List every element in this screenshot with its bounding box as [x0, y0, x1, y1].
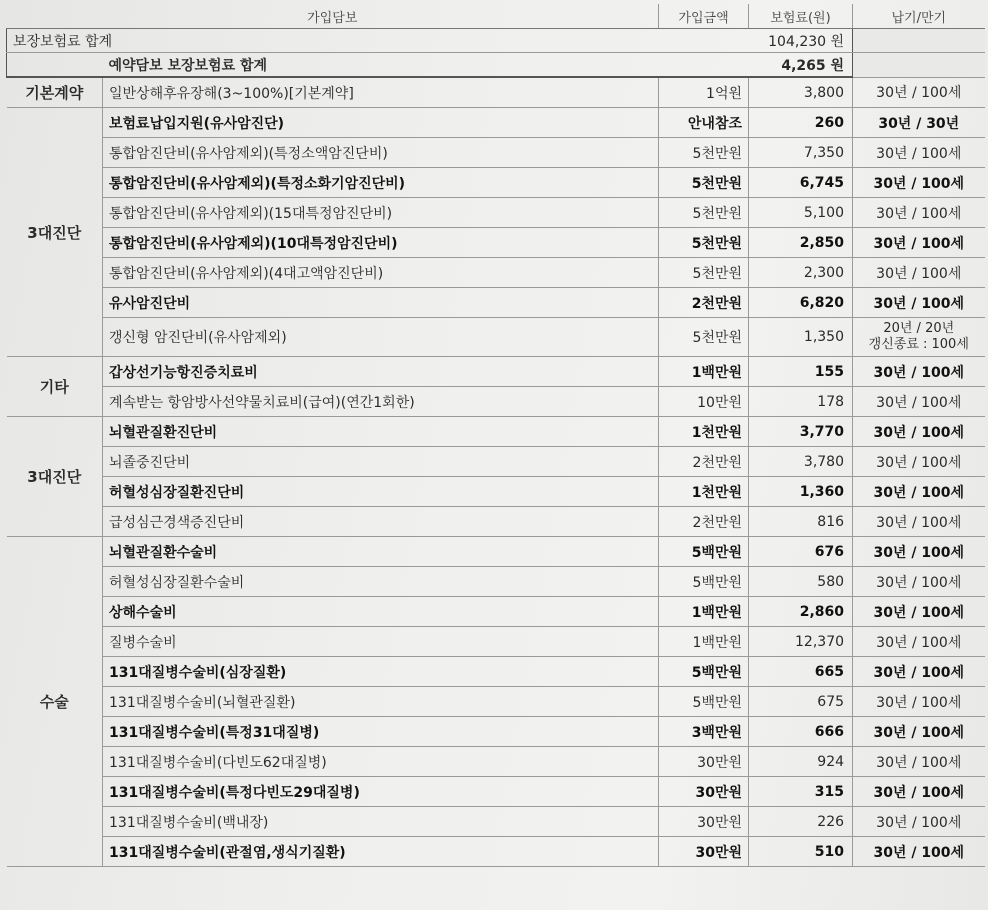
renewal-end-line: 갱신종료 : 100세	[868, 337, 969, 352]
premium-value: 510	[749, 837, 853, 867]
coverage-amount: 1백만원	[659, 597, 749, 627]
premium-value: 580	[749, 567, 853, 597]
payment-term: 30년 / 100세	[853, 288, 985, 318]
payment-term: 30년 / 100세	[853, 357, 985, 387]
coverage-amount: 5천만원	[659, 198, 749, 228]
payment-term-line: 20년 / 20년	[883, 321, 955, 336]
category-cell: 기타	[7, 357, 103, 417]
coverage-amount: 5천만원	[659, 228, 749, 258]
payment-term: 30년 / 100세	[853, 477, 985, 507]
coverage-amount: 5백만원	[659, 567, 749, 597]
payment-term: 30년 / 100세	[853, 228, 985, 258]
coverage-name: 통합암진단비(유사암제외)(15대특정암진단비)	[103, 198, 659, 228]
coverage-name: 통합암진단비(유사암제외)(특정소액암진단비)	[103, 138, 659, 168]
coverage-amount: 안내참조	[659, 108, 749, 138]
table-header-row	[7, 4, 985, 29]
payment-term: 30년 / 100세	[853, 198, 985, 228]
coverage-amount: 10만원	[659, 387, 749, 417]
coverage-name: 뇌혈관질환수술비	[103, 537, 659, 567]
table-row	[7, 567, 985, 597]
coverage-amount: 1억원	[659, 77, 749, 108]
table-row	[7, 747, 985, 777]
payment-term: 30년 / 100세	[853, 687, 985, 717]
coverage-name: 상해수술비	[103, 597, 659, 627]
coverage-name: 131대질병수술비(뇌혈관질환)	[103, 687, 659, 717]
premium-value: 260	[749, 108, 853, 138]
payment-term	[853, 318, 985, 357]
premium-value: 178	[749, 387, 853, 417]
reserved-total-label: 예약담보 보장보험료 합계	[103, 53, 659, 78]
table-row	[7, 168, 985, 198]
coverage-name: 갱신형 암진단비(유사암제외)	[103, 318, 659, 357]
coverage-amount: 2천만원	[659, 447, 749, 477]
total-label: 보장보험료 합계	[7, 29, 659, 53]
premium-value: 226	[749, 807, 853, 837]
reserved-total-value: 4,265 원	[659, 53, 853, 78]
payment-term: 30년 / 100세	[853, 387, 985, 417]
coverage-amount: 2천만원	[659, 507, 749, 537]
coverage-table	[6, 4, 985, 867]
coverage-name: 131대질병수술비(심장질환)	[103, 657, 659, 687]
payment-term: 30년 / 100세	[853, 537, 985, 567]
category-cell: 3대진단	[7, 108, 103, 357]
coverage-name: 유사암진단비	[103, 288, 659, 318]
table-row	[7, 357, 985, 387]
payment-term: 30년 / 100세	[853, 168, 985, 198]
coverage-name: 허혈성심장질환수술비	[103, 567, 659, 597]
table-row	[7, 447, 985, 477]
coverage-name: 131대질병수술비(관절염,생식기질환)	[103, 837, 659, 867]
premium-value: 2,850	[749, 228, 853, 258]
payment-term: 30년 / 100세	[853, 657, 985, 687]
coverage-name: 통합암진단비(유사암제외)(4대고액암진단비)	[103, 258, 659, 288]
premium-value: 2,860	[749, 597, 853, 627]
coverage-name: 131대질병수술비(다빈도62대질병)	[103, 747, 659, 777]
coverage-name: 갑상선기능항진증치료비	[103, 357, 659, 387]
coverage-amount: 5천만원	[659, 318, 749, 357]
coverage-amount: 1백만원	[659, 357, 749, 387]
coverage-name: 131대질병수술비(특정31대질병)	[103, 717, 659, 747]
table-row	[7, 417, 985, 447]
header-premium: 보험료(원)	[749, 4, 853, 29]
table-row	[7, 627, 985, 657]
category-cell: 수술	[7, 537, 103, 867]
reserved-total-row	[7, 53, 985, 78]
table-row	[7, 228, 985, 258]
payment-term: 30년 / 100세	[853, 597, 985, 627]
payment-term: 30년 / 100세	[853, 807, 985, 837]
premium-value: 5,100	[749, 198, 853, 228]
coverage-amount: 5백만원	[659, 687, 749, 717]
payment-term: 30년 / 100세	[853, 777, 985, 807]
coverage-name: 뇌혈관질환진단비	[103, 417, 659, 447]
payment-term: 30년 / 100세	[853, 77, 985, 108]
premium-value: 675	[749, 687, 853, 717]
table-row	[7, 138, 985, 168]
table-row	[7, 597, 985, 627]
premium-value: 1,350	[749, 318, 853, 357]
table-row	[7, 198, 985, 228]
coverage-amount: 2천만원	[659, 288, 749, 318]
table-row	[7, 717, 985, 747]
table-row	[7, 537, 985, 567]
premium-value: 7,350	[749, 138, 853, 168]
payment-term: 30년 / 100세	[853, 138, 985, 168]
header-amount: 가입금액	[659, 4, 749, 29]
payment-term: 30년 / 30년	[853, 108, 985, 138]
table-row	[7, 807, 985, 837]
coverage-name: 보험료납입지원(유사암진단)	[103, 108, 659, 138]
payment-term: 30년 / 100세	[853, 717, 985, 747]
coverage-name: 통합암진단비(유사암제외)(특정소화기암진단비)	[103, 168, 659, 198]
table-row	[7, 837, 985, 867]
coverage-name: 허혈성심장질환진단비	[103, 477, 659, 507]
payment-term: 30년 / 100세	[853, 258, 985, 288]
table-row	[7, 258, 985, 288]
coverage-amount: 30만원	[659, 777, 749, 807]
total-value: 104,230 원	[659, 29, 853, 53]
coverage-amount: 5백만원	[659, 537, 749, 567]
coverage-amount: 1천만원	[659, 477, 749, 507]
coverage-amount: 5백만원	[659, 657, 749, 687]
coverage-amount: 30만원	[659, 747, 749, 777]
payment-term: 30년 / 100세	[853, 447, 985, 477]
coverage-name: 통합암진단비(유사암제외)(10대특정암진단비)	[103, 228, 659, 258]
payment-term: 30년 / 100세	[853, 417, 985, 447]
table-row	[7, 288, 985, 318]
table-row	[7, 687, 985, 717]
payment-term: 30년 / 100세	[853, 507, 985, 537]
category-cell: 3대진단	[7, 417, 103, 537]
coverage-name: 일반상해후유장해(3~100%)[기본계약]	[103, 77, 659, 108]
table-row	[7, 507, 985, 537]
coverage-name: 계속받는 항암방사선약물치료비(급여)(연간1회한)	[103, 387, 659, 417]
coverage-amount: 30만원	[659, 807, 749, 837]
header-coverage: 가입담보	[7, 4, 659, 29]
premium-value: 666	[749, 717, 853, 747]
premium-value: 3,800	[749, 77, 853, 108]
category-cell: 기본계약	[7, 77, 103, 108]
coverage-amount: 5천만원	[659, 258, 749, 288]
coverage-name: 급성심근경색증진단비	[103, 507, 659, 537]
premium-value: 676	[749, 537, 853, 567]
coverage-amount: 5천만원	[659, 168, 749, 198]
total-row	[7, 29, 985, 53]
coverage-amount: 5천만원	[659, 138, 749, 168]
premium-value: 2,300	[749, 258, 853, 288]
payment-term: 30년 / 100세	[853, 567, 985, 597]
table-row	[7, 657, 985, 687]
table-row	[7, 777, 985, 807]
premium-value: 3,770	[749, 417, 853, 447]
header-term: 납기/만기	[853, 4, 985, 29]
payment-term: 30년 / 100세	[853, 747, 985, 777]
coverage-amount: 1백만원	[659, 627, 749, 657]
table-row	[7, 108, 985, 138]
table-row	[7, 387, 985, 417]
coverage-name: 131대질병수술비(특정다빈도29대질병)	[103, 777, 659, 807]
coverage-amount: 1천만원	[659, 417, 749, 447]
coverage-name: 131대질병수술비(백내장)	[103, 807, 659, 837]
premium-value: 3,780	[749, 447, 853, 477]
table-row	[7, 77, 985, 108]
premium-value: 6,820	[749, 288, 853, 318]
coverage-amount: 30만원	[659, 837, 749, 867]
premium-value: 924	[749, 747, 853, 777]
premium-value: 315	[749, 777, 853, 807]
table-row	[7, 318, 985, 357]
payment-term: 30년 / 100세	[853, 627, 985, 657]
coverage-amount: 3백만원	[659, 717, 749, 747]
table-row	[7, 477, 985, 507]
payment-term: 30년 / 100세	[853, 837, 985, 867]
premium-value: 816	[749, 507, 853, 537]
premium-value: 155	[749, 357, 853, 387]
premium-value: 6,745	[749, 168, 853, 198]
premium-value: 12,370	[749, 627, 853, 657]
premium-value: 1,360	[749, 477, 853, 507]
premium-value: 665	[749, 657, 853, 687]
coverage-name: 뇌졸중진단비	[103, 447, 659, 477]
coverage-name: 질병수술비	[103, 627, 659, 657]
